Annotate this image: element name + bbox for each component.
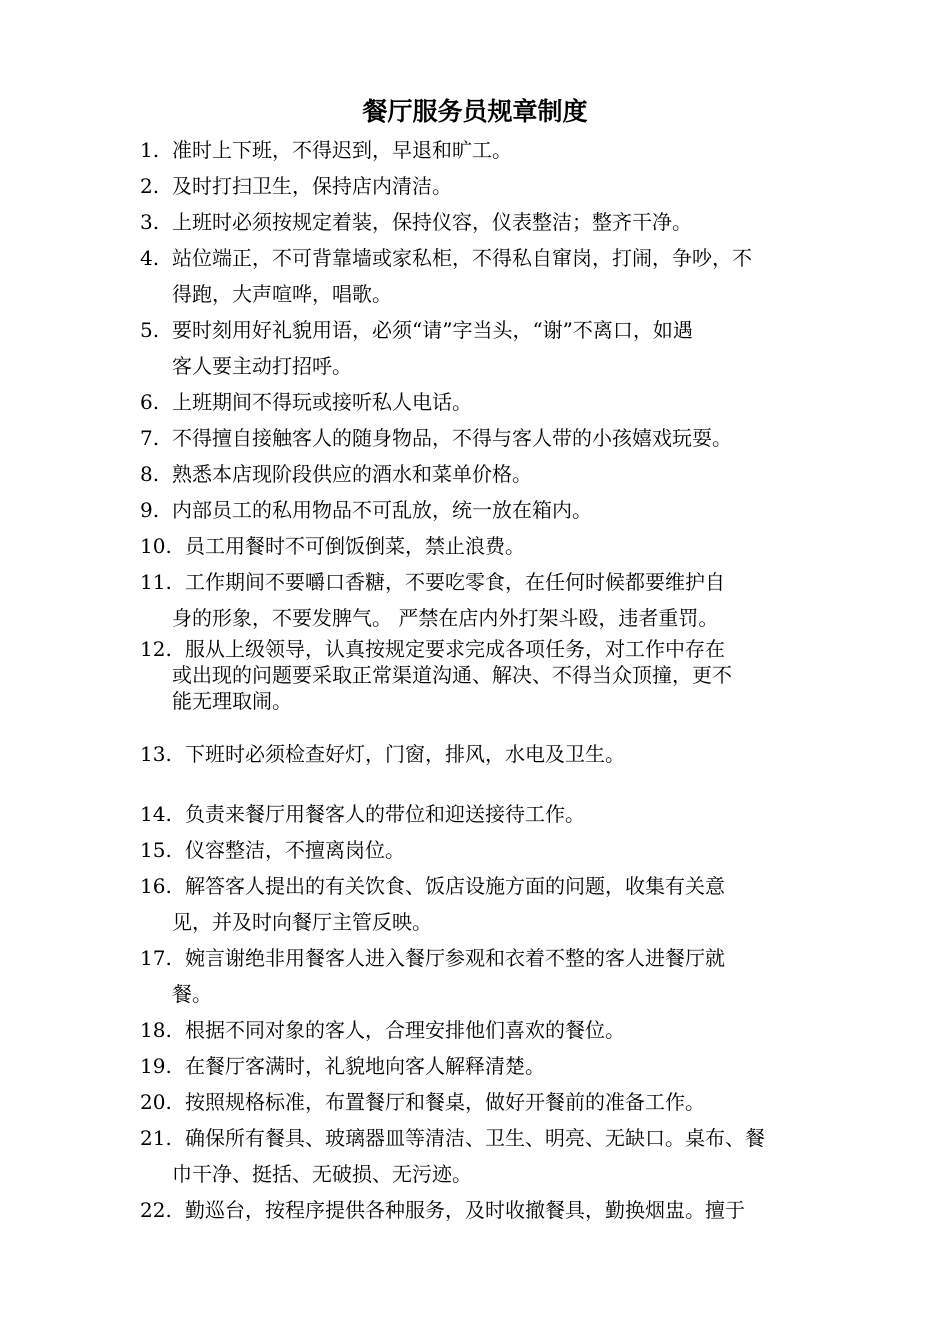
rule-item — [140, 1012, 840, 1048]
rule-number: 8. — [140, 462, 160, 486]
rule-line: 见，并及时向餐厅主管反映。 — [172, 910, 432, 934]
rule-number: 3. — [140, 210, 160, 234]
rule-text — [172, 940, 840, 1012]
rule-line: 熟悉本店现阶段供应的酒水和菜单价格。 — [172, 462, 532, 486]
rule-item — [140, 1192, 840, 1228]
rule-number: 16. — [140, 874, 172, 898]
rule-text — [172, 636, 840, 714]
rule-text — [172, 168, 834, 204]
rule-number: 1. — [140, 138, 160, 162]
rule-item — [140, 240, 840, 312]
rule-line: 准时上下班，不得迟到，早退和旷工。 — [172, 138, 512, 162]
rule-item — [140, 492, 840, 528]
rule-item — [140, 832, 840, 868]
rule-line: 巾干净、挺括、无破损、无污迹。 — [172, 1162, 472, 1186]
rule-text — [172, 456, 834, 492]
rule-line: 下班时必须检查好灯，门窗，排风，水电及卫生。 — [185, 742, 625, 766]
rule-item — [140, 636, 840, 714]
rule-line: 身的形象，不要发脾气。 严禁在店内外打架斗殴，违者重罚。 — [172, 606, 719, 630]
rule-line: 能无理取闹。 — [172, 689, 292, 713]
rule-text — [185, 736, 840, 772]
rule-item — [140, 736, 840, 772]
rule-line: 不得擅自接触客人的随身物品，不得与客人带的小孩嬉戏玩耍。 — [172, 426, 732, 450]
rule-text — [172, 204, 834, 240]
rule-item — [140, 168, 840, 204]
rule-item — [140, 564, 840, 636]
rule-text — [172, 564, 840, 636]
rule-number: 18. — [140, 1018, 172, 1042]
rule-line: 按照规格标准，布置餐厅和餐桌，做好开餐前的准备工作。 — [185, 1090, 705, 1114]
rule-line: 或出现的问题要采取正常渠道沟通、解决、不得当众顶撞，更不 — [172, 663, 732, 687]
rule-item — [140, 1084, 840, 1120]
rule-number: 13. — [140, 742, 172, 766]
rule-line: 在餐厅客满时，礼貌地向客人解释清楚。 — [185, 1054, 545, 1078]
rule-item — [140, 420, 840, 456]
rule-line: 服从上级领导，认真按规定要求完成各项任务，对工作中存在 — [185, 637, 725, 661]
rule-text — [172, 420, 834, 456]
rule-line: 勤巡台，按程序提供各种服务，及时收撤餐具，勤换烟盅。擅于 — [185, 1198, 745, 1222]
rule-number: 17. — [140, 946, 172, 970]
rule-text — [185, 1084, 840, 1120]
rule-item — [140, 456, 840, 492]
rule-number: 2. — [140, 174, 160, 198]
rule-number: 22. — [140, 1198, 172, 1222]
rule-text — [172, 132, 834, 168]
rule-line: 根据不同对象的客人，合理安排他们喜欢的餐位。 — [185, 1018, 625, 1042]
rule-number: 10. — [140, 534, 172, 558]
rule-text — [172, 868, 840, 940]
rule-number: 12. — [140, 637, 172, 661]
rule-text — [185, 832, 840, 868]
document-title: 餐厅服务员规章制度 — [362, 97, 588, 126]
rule-line: 及时打扫卫生，保持店内清洁。 — [172, 174, 452, 198]
rule-text — [185, 796, 840, 832]
rule-number: 15. — [140, 838, 172, 862]
rule-item — [140, 796, 840, 832]
rule-text — [185, 1192, 840, 1228]
rule-number: 5. — [140, 318, 160, 342]
rule-number: 11. — [140, 570, 172, 594]
rule-item — [140, 1120, 840, 1192]
rule-line: 上班期间不得玩或接听私人电话。 — [172, 390, 472, 414]
rule-item — [140, 528, 840, 564]
rule-line: 客人要主动打招呼。 — [172, 354, 352, 378]
rule-text — [185, 1012, 840, 1048]
rule-line: 负责来餐厅用餐客人的带位和迎送接待工作。 — [185, 802, 585, 826]
rule-number: 21. — [140, 1126, 172, 1150]
rule-line: 确保所有餐具、玻璃器皿等清洁、卫生、明亮、无缺口。桌布、餐 — [185, 1126, 765, 1150]
rule-item — [140, 204, 840, 240]
rule-item — [140, 868, 840, 940]
rule-line: 内部员工的私用物品不可乱放，统一放在箱内。 — [172, 498, 592, 522]
rule-line: 要时刻用好礼貌用语，必须“请”字当头，“谢”不离口，如遇 — [172, 318, 693, 342]
rule-line: 站位端正，不可背靠墙或家私柜，不得私自窜岗，打闹，争吵，不 — [172, 246, 752, 270]
rule-item — [140, 384, 840, 420]
rule-line: 工作期间不要嚼口香糖，不要吃零食，在任何时候都要维护自 — [185, 570, 725, 594]
rule-line: 得跑，大声喧哗，唱歌。 — [172, 282, 392, 306]
rule-number: 4. — [140, 246, 160, 270]
rule-number: 7. — [140, 426, 160, 450]
rule-number: 6. — [140, 390, 160, 414]
rule-line: 解答客人提出的有关饮食、饭店设施方面的问题，收集有关意 — [185, 874, 725, 898]
rule-number: 19. — [140, 1054, 172, 1078]
rule-line: 餐。 — [172, 982, 212, 1006]
rule-item — [140, 940, 840, 1012]
rule-text — [172, 312, 834, 384]
rule-text — [172, 240, 834, 312]
rule-text — [172, 492, 834, 528]
rule-number: 14. — [140, 802, 172, 826]
rule-text — [185, 1048, 840, 1084]
rule-item — [140, 312, 840, 384]
rule-line: 仪容整洁，不擅离岗位。 — [185, 838, 405, 862]
rule-line: 员工用餐时不可倒饭倒菜，禁止浪费。 — [185, 534, 525, 558]
rule-item — [140, 132, 840, 168]
rule-line: 上班时必须按规定着装，保持仪容，仪表整洁；整齐干净。 — [172, 210, 692, 234]
rule-text — [172, 1120, 840, 1192]
rule-text — [172, 384, 834, 420]
rule-number: 9. — [140, 498, 160, 522]
rule-item — [140, 1048, 840, 1084]
rule-number: 20. — [140, 1090, 172, 1114]
rule-line: 婉言谢绝非用餐客人进入餐厅参观和衣着不整的客人进餐厅就 — [185, 946, 725, 970]
rule-text — [185, 528, 840, 564]
